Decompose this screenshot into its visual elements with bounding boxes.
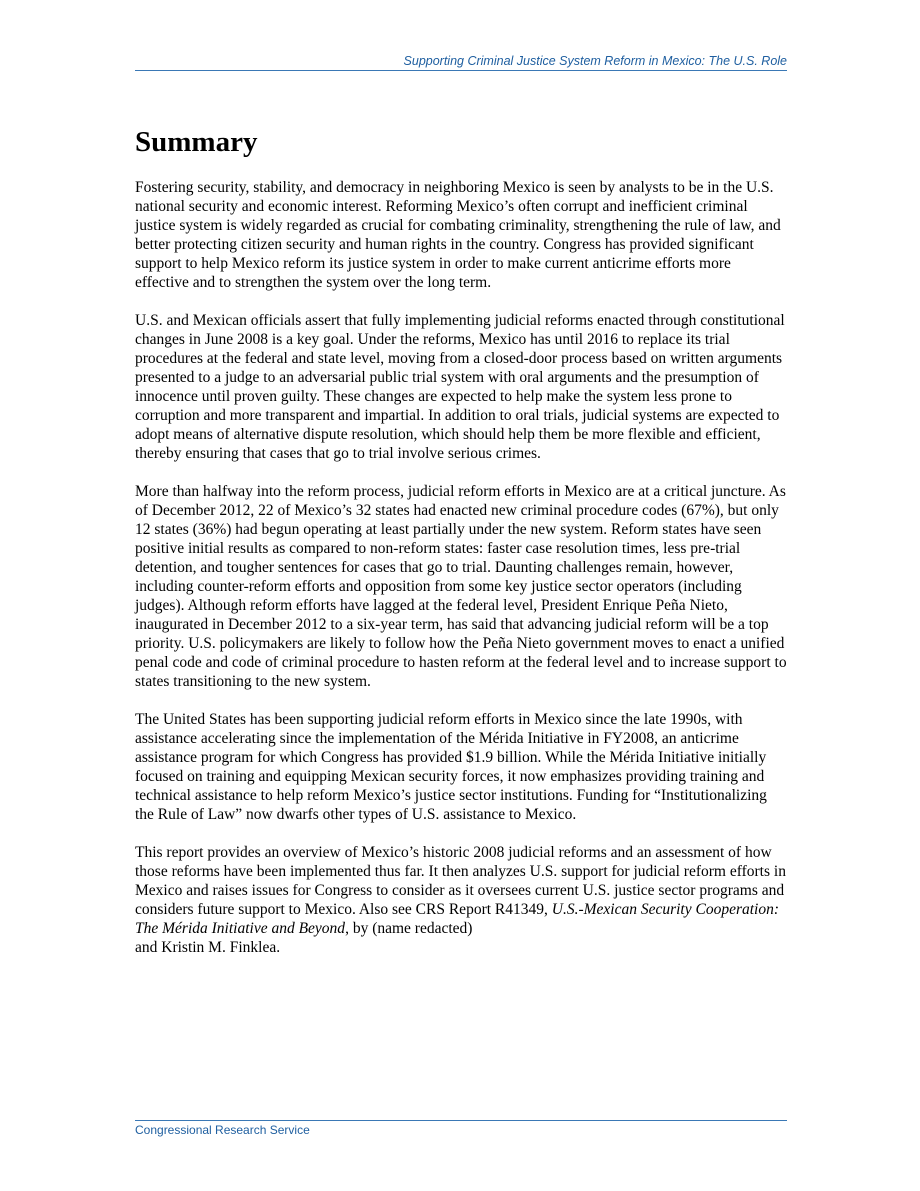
page-title: Summary [135, 126, 258, 158]
paragraph: More than halfway into the reform process, judicial reform efforts in Mexico are at a critical juncture. As of December 2012, 22 of Mexico’s 32 states had enacted new criminal procedure codes (67%), but only 12 states (36%) had begun operating at least partially under the new system. Reform states have seen positive initial results as compared to non-reform states: faster case resolution times, less pre-trial detention, and tougher sentences for cases that go to trial. Daunting challenges remain, however, including counter-reform efforts and opposition from some key justice sector operators (including judges). Although reform efforts have lagged at the federal level, President Enrique Peña Nieto, inaugurated in December 2012 to a six-year term, has said that advancing judicial reform will be a top priority. U.S. policymakers are likely to follow how the Peña Nieto government moves to enact a unified penal code and code of criminal procedure to hasten reform at the federal level and to increase support to states transitioning to the new system. [135, 483, 787, 690]
footer-rule [135, 1120, 787, 1121]
footer-publisher: Congressional Research Service [135, 1123, 310, 1137]
header-rule [135, 70, 787, 71]
cited-report-coauthor: and Kristin M. Finklea. [135, 939, 281, 956]
summary-body [135, 178, 787, 976]
cited-report-byline: , by (name redacted) [345, 920, 473, 937]
paragraph-final-lead: This report provides an overview of Mexico’s historic 2008 judicial reforms and an assessment of how those reforms have been implemented thus far. It then analyzes U.S. support for judicial reform efforts in Mexico and raises issues for Congress to consider as it oversees current U.S. justice sector programs and considers future support to Mexico. Also see CRS Report R41349, [135, 844, 786, 918]
paragraph: Fostering security, stability, and democracy in neighboring Mexico is seen by analysts to be in the U.S. national security and economic interest. Reforming Mexico’s often corrupt and inefficient criminal justice system is widely regarded as crucial for combating criminality, strengthening the rule of law, and better protecting citizen security and human rights in the country. Congress has provided significant support to help Mexico reform its justice system in order to make current anticrime efforts more effective and to strengthen the system over the long term. [135, 179, 781, 291]
paragraph: The United States has been supporting judicial reform efforts in Mexico since the late 1990s, with assistance accelerating since the implementation of the Mérida Initiative in FY2008, an anticrime assistance program for which Congress has provided $1.9 billion. While the Mérida Initiative initially focused on training and equipping Mexican security forces, it now emphasizes providing training and technical assistance to help reform Mexico’s justice sector institutions. Funding for “Institutionalizing the Rule of Law” now dwarfs other types of U.S. assistance to Mexico. [135, 711, 767, 823]
cited-report-title: U.S.-Mexican Security Cooperation: The Mérida Initiative and Beyond [135, 901, 780, 937]
paragraph: U.S. and Mexican officials assert that fully implementing judicial reforms enacted through constitutional changes in June 2008 is a key goal. Under the reforms, Mexico has until 2016 to replace its trial procedures at the federal and state level, moving from a closed-door process based on written arguments presented to a judge to an adversarial public trial system with oral arguments and the presumption of innocence until proven guilty. These changes are expected to help make the system less prone to corruption and more transparent and impartial. In addition to oral trials, judicial systems are expected to adopt means of alternative dispute resolution, which should help them be more flexible and efficient, thereby ensuring that cases that go to trial involve serious crimes. [135, 312, 785, 462]
running-header: Supporting Criminal Justice System Reform in Mexico: The U.S. Role [403, 54, 787, 68]
paragraph-final [135, 843, 787, 957]
